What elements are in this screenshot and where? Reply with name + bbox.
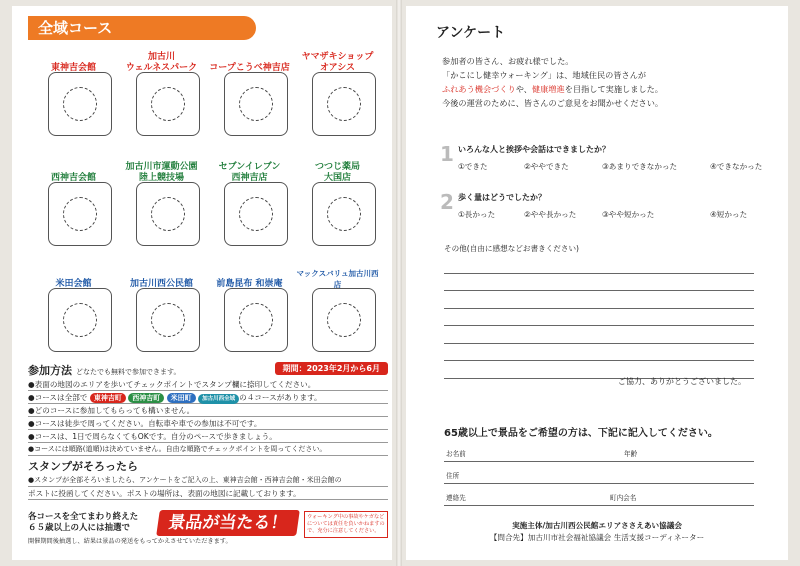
- prize-banner: [28, 508, 390, 558]
- stamp-box[interactable]: [48, 288, 112, 352]
- stamp-box[interactable]: [224, 182, 288, 246]
- option[interactable]: ③あまりできなかった: [602, 162, 678, 171]
- stamp-circle: [151, 87, 185, 121]
- district-label: 町内会名: [610, 494, 637, 502]
- checkpoint-name: 東神吉会館: [50, 63, 96, 73]
- howto-subtitle: どなたでも無料で参加できます。: [76, 368, 181, 376]
- stamp-circle: [239, 303, 273, 337]
- checkpoint-name: 前島昆布 和崇庵: [216, 279, 283, 289]
- option[interactable]: ②ややできた: [524, 162, 569, 171]
- stamp-cell: [206, 46, 293, 146]
- rule-text: ●表面の地図のエリアを歩いてチェックポイントでスタンプ欄に捺印してください。: [28, 378, 388, 391]
- address-row[interactable]: [444, 468, 754, 484]
- checkpoint-name: 加古川西公民館: [129, 279, 193, 289]
- right-page: [406, 6, 788, 560]
- stamp-cell: [118, 156, 205, 256]
- free-comment-label: その他(自由に感想などお書きください): [444, 244, 580, 253]
- stamp-cell: [30, 46, 117, 146]
- name-age-row[interactable]: [444, 446, 754, 462]
- checkpoint-name: 西神吉会館: [50, 173, 96, 183]
- checkpoint-name: コープこうべ神吉店: [209, 63, 290, 73]
- thanks-text: ご協力、ありがとうございました。: [618, 377, 746, 386]
- checkpoint-name: つつじ薬局 大国店: [314, 162, 360, 183]
- stamp-box[interactable]: [48, 182, 112, 246]
- prize-footnote: 開催期間後抽選し、結果は景品の発送をもってかえさせていただきます。: [28, 538, 232, 545]
- stamp-circle: [63, 197, 97, 231]
- rule-text: ●コースは、1日で周らなくてもOKです。自分のペースで歩きましょう。: [28, 430, 388, 443]
- option[interactable]: ①長かった: [458, 210, 496, 219]
- stamp-cell: [294, 46, 381, 146]
- stamp-box[interactable]: [312, 182, 376, 246]
- footer: 実施主体/加古川西公民館エリアささえあい協議会 【問合先】加古川市社会福祉協議会 生活支援コーディネーター: [489, 521, 705, 542]
- stamp-cell: [206, 262, 293, 362]
- checkpoint-name: マックスバリュ加古川西店: [296, 269, 379, 289]
- safety-note: ウォーキング中の事故やケガなどについては責任を負いかねますので、充分に注意してください。: [304, 511, 388, 538]
- period-badge: 期間：2023年2月から6月: [275, 362, 388, 375]
- rule-text: ●スタンプが全部そろいましたら、アンケートをご記入の上、東神吉会館・西神吉会館・米田会館の: [28, 474, 388, 487]
- checkpoint-name: 加古川市運動公園 陸上競技場: [125, 162, 198, 183]
- question-text: いろんな人と挨拶や会話はできましたか？: [458, 145, 610, 154]
- stamp-circle: [63, 87, 97, 121]
- stamp-cell: [118, 46, 205, 146]
- stamp-circle: [239, 87, 273, 121]
- left-page: [12, 6, 392, 560]
- stamp-cell: [30, 262, 117, 362]
- stamp-box[interactable]: [48, 72, 112, 136]
- rule-text: ●コースには順路(道順)は決めていません。自由な順路でチェックポイントを周ってください。: [28, 443, 388, 456]
- prize-text: 各コースを全てまわり終えた ６５歳以上の人には抽選で: [28, 512, 139, 533]
- address-label: 住所: [446, 472, 460, 480]
- how-to-participate: [28, 362, 388, 500]
- howto-title: 参加方法 どなたでも無料で参加できます。: [28, 364, 181, 377]
- stamp-cell: [294, 156, 381, 256]
- course-tag: 東神吉町: [90, 393, 126, 403]
- stamp-cell: [118, 262, 205, 362]
- stamp-cell: [206, 156, 293, 256]
- option[interactable]: ②やや長かった: [524, 210, 577, 219]
- prize-form-title: 65歳以上で景品をご希望の方は、下記に記入してください。: [444, 428, 718, 439]
- free-comment-lines[interactable]: [444, 256, 754, 379]
- rule-text: ●コースは徒歩で周ってください。自転車や車での参加は不可です。: [28, 417, 388, 430]
- page-fold: [396, 0, 402, 566]
- stamp-cell: [294, 262, 381, 362]
- stamp-box[interactable]: [224, 72, 288, 136]
- stamp-box[interactable]: [136, 182, 200, 246]
- survey-intro: 参加者の皆さん、お疲れ様でした。 「かこにし健幸ウォーキング」は、地域住民の皆さんが ふれあう機会づくりや、健康増進を目指して実施しました。 今後の運営のために、皆さんのご意見をお聞かせください。: [442, 56, 664, 108]
- question-number: 2: [440, 190, 454, 214]
- stamp-circle: [327, 197, 361, 231]
- checkpoint-name: セブンイレブン 西神吉店: [218, 162, 281, 183]
- course-header: 全域コース: [28, 16, 256, 40]
- question-text: 歩く量はどうでしたか？: [458, 193, 546, 202]
- stamp-circle: [151, 303, 185, 337]
- survey-title: アンケート: [436, 25, 506, 41]
- option[interactable]: ④短かった: [710, 210, 748, 219]
- contact-row[interactable]: [444, 490, 754, 506]
- course-tag: 西神吉町: [128, 393, 164, 403]
- stamp-box[interactable]: [136, 72, 200, 136]
- option[interactable]: ①できた: [458, 162, 488, 171]
- contact-label: 連絡先: [446, 494, 466, 502]
- age-label: 年齢: [624, 450, 638, 458]
- rule-courses: ●コースは全部で 東神吉町 西神吉町 米田町 加古川西全域 の４コースがあります。: [28, 391, 388, 404]
- stamp-circle: [239, 197, 273, 231]
- checkpoint-name: 米田会館: [55, 279, 92, 289]
- course-tag: 加古川西全域: [198, 394, 239, 404]
- stamp-box[interactable]: [224, 288, 288, 352]
- stamp-circle: [63, 303, 97, 337]
- option[interactable]: ④できなかった: [710, 162, 763, 171]
- name-label: お名前: [446, 450, 466, 458]
- stamp-circle: [327, 303, 361, 337]
- stamp-box[interactable]: [312, 288, 376, 352]
- course-tag: 米田町: [167, 393, 196, 403]
- stamp-circle: [327, 87, 361, 121]
- stamp-box[interactable]: [136, 288, 200, 352]
- checkpoint-name: 加古川 ウェルネスパーク: [125, 52, 198, 73]
- stamp-complete-title: スタンプがそろったら: [28, 460, 138, 473]
- checkpoint-name: ヤマザキショップ オアシス: [301, 52, 374, 73]
- stamp-circle: [151, 197, 185, 231]
- question-number: 1: [440, 142, 454, 166]
- prize-headline: 景品が当たる！: [156, 510, 300, 536]
- stamp-cell: [30, 156, 117, 256]
- option[interactable]: ③やや短かった: [602, 210, 655, 219]
- rule-text: ポストに投函してください。ポストの場所は、表面の地図に記載しております。: [28, 487, 388, 500]
- stamp-box[interactable]: [312, 72, 376, 136]
- rule-text: ●どのコースに参加してもらっても構いません。: [28, 404, 388, 417]
